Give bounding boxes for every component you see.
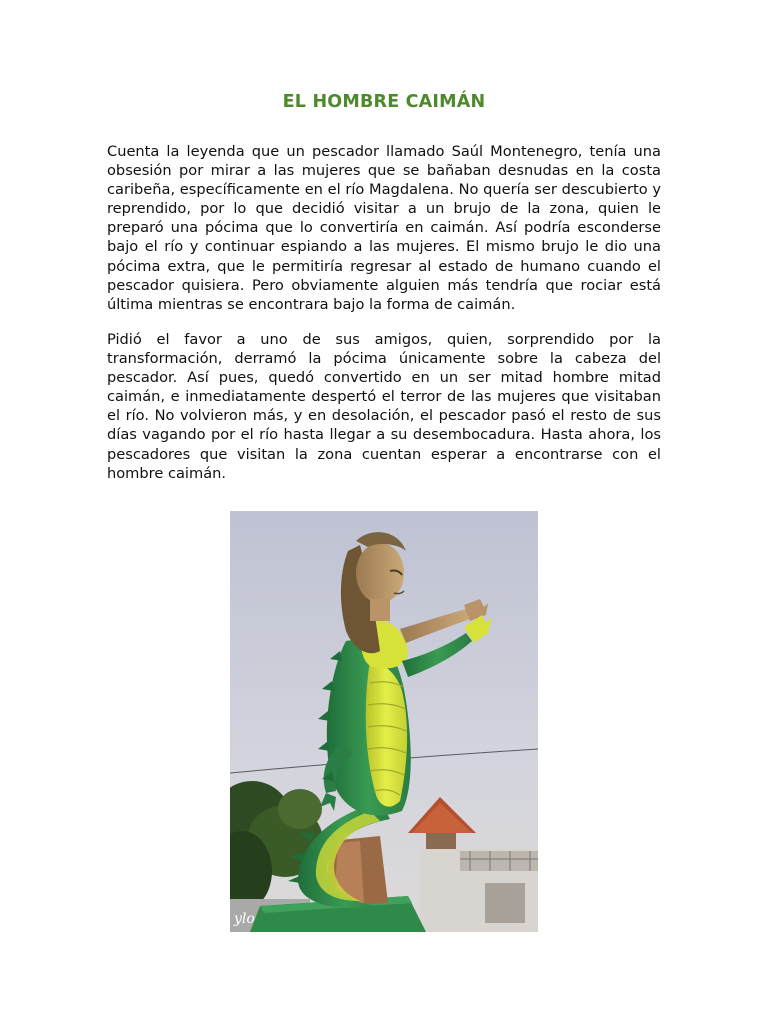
paragraph-2: Pidió el favor a uno de sus amigos, quien, sorprendido por la transformación, derramó la pócima únicamente sobre la cabeza del pescador. Así pues, quedó convertido en un ser mitad hombre mitad caimán, e inmediatamente despertó el terror de las mujeres que visitaban el río. No volvieron más, y en desolación, el pescador pasó el resto de sus días vagando por el río hasta llegar a su desembocadura. Hasta ahora, los pescadores que visitan la zona cuentan esperar a encontrarse con el hombre caimán. <box>107 331 661 482</box>
statue-photo-icon <box>230 511 538 932</box>
paragraph-1: Cuenta la leyenda que un pescador llamado Saúl Montenegro, tenía una obsesión por mirar a las mujeres que se bañaban desnudas en la costa caribeña, específicamente en el río Magdalena. No quería ser descubierto y reprendido, por lo que decidió visitar a un brujo de la zona, quien le preparó una pócima que lo convertiría en caimán. Así podría esconderse bajo el río y continuar espiando a las mujeres. El mismo brujo le dio una pócima extra, que le permitiría regresar al estado de humano cuando el pescador quisiera. Pero obviamente alguien más tendría que rociar está última mientras se encontrara bajo la forma de caimán. <box>107 143 661 313</box>
document-title: EL HOMBRE CAIMÁN <box>282 92 486 112</box>
sign-text: ylo <box>234 911 255 927</box>
